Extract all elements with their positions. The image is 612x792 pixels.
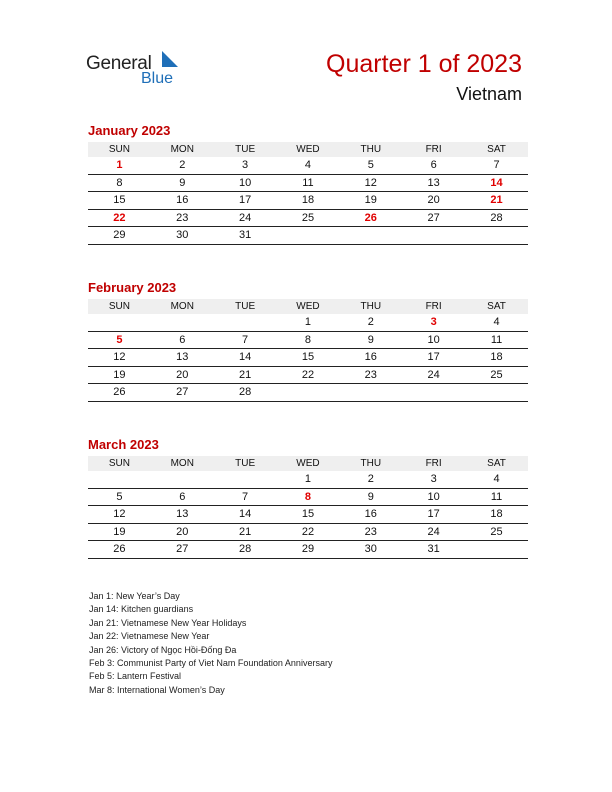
day-cell: 27 [402,209,465,227]
logo-text-blue: Blue [141,70,174,87]
day-cell: 19 [339,192,402,210]
month-block-january [88,122,528,245]
day-cell: 11 [465,331,528,349]
day-cell: 18 [465,506,528,524]
logo-text-general: General [86,53,152,74]
day-cell: 26 [88,541,151,559]
day-cell: 16 [151,192,214,210]
day-cell: 9 [339,488,402,506]
month-title: January 2023 [88,123,171,138]
day-cell: 22 [277,366,340,384]
day-cell: 28 [214,384,277,402]
empty-day-cell [465,227,528,245]
calendar-grid [88,299,528,402]
day-cell: 2 [339,314,402,331]
empty-day-cell [277,227,340,245]
empty-day-cell [402,227,465,245]
weekday-header: FRI [402,299,465,314]
day-cell: 3 [214,157,277,174]
day-cell: 14 [214,506,277,524]
week-row [88,541,528,559]
week-row [88,366,528,384]
day-cell: 8 [277,331,340,349]
month-title: February 2023 [88,280,177,295]
weekday-header: WED [277,142,340,157]
month-block-march [88,436,528,559]
day-cell: 2 [151,157,214,174]
calendar-grid [88,456,528,559]
day-cell: 15 [277,349,340,367]
weekday-header: THU [339,142,402,157]
day-cell: 8 [277,488,340,506]
weekday-header: THU [339,299,402,314]
day-cell: 17 [402,506,465,524]
day-cell: 5 [339,157,402,174]
day-cell: 18 [465,349,528,367]
day-cell: 9 [151,174,214,192]
weekday-header: TUE [214,299,277,314]
weekday-header-row [88,456,528,471]
day-cell: 6 [402,157,465,174]
weekday-header: SAT [465,456,528,471]
holiday-item: Jan 22: Vietnamese New Year [89,631,210,642]
weekday-header: TUE [214,142,277,157]
weekday-header: THU [339,456,402,471]
empty-day-cell [402,384,465,402]
empty-day-cell [151,471,214,488]
day-cell: 4 [465,471,528,488]
day-cell: 29 [277,541,340,559]
day-cell: 11 [277,174,340,192]
day-cell: 17 [214,192,277,210]
day-cell: 9 [339,331,402,349]
day-cell: 20 [402,192,465,210]
week-row [88,349,528,367]
weekday-header: MON [151,142,214,157]
empty-day-cell [339,227,402,245]
weekday-header: MON [151,299,214,314]
day-cell: 4 [277,157,340,174]
day-cell: 20 [151,523,214,541]
holiday-item: Feb 5: Lantern Festival [89,671,182,682]
weekday-header: FRI [402,456,465,471]
day-cell: 31 [214,227,277,245]
day-cell: 25 [465,523,528,541]
day-cell: 10 [402,488,465,506]
day-cell: 19 [88,523,151,541]
day-cell: 21 [214,366,277,384]
day-cell: 15 [88,192,151,210]
day-cell: 30 [151,227,214,245]
day-cell: 4 [465,314,528,331]
week-row [88,506,528,524]
day-cell: 12 [88,506,151,524]
day-cell: 15 [277,506,340,524]
day-cell: 16 [339,506,402,524]
logo-triangle-icon [162,51,178,69]
weekday-header: WED [277,299,340,314]
day-cell: 7 [214,331,277,349]
day-cell: 7 [214,488,277,506]
month-title: March 2023 [88,437,159,452]
day-cell: 22 [277,523,340,541]
day-cell: 27 [151,384,214,402]
holiday-item: Jan 1: New Year’s Day [89,591,180,601]
week-row [88,157,528,174]
day-cell: 14 [465,174,528,192]
day-cell: 21 [465,192,528,210]
day-cell: 18 [277,192,340,210]
empty-day-cell [465,541,528,559]
empty-day-cell [465,384,528,402]
page-title: Quarter 1 of 2023 [326,50,522,78]
day-cell: 12 [339,174,402,192]
day-cell: 28 [465,209,528,227]
day-cell: 17 [402,349,465,367]
day-cell: 30 [339,541,402,559]
day-cell: 22 [88,209,151,227]
empty-day-cell [277,384,340,402]
weekday-header-row [88,142,528,157]
day-cell: 3 [402,471,465,488]
day-cell: 23 [339,523,402,541]
weekday-header: SUN [88,456,151,471]
day-cell: 28 [214,541,277,559]
weekday-header: FRI [402,142,465,157]
weekday-header: MON [151,456,214,471]
holiday-list [89,590,529,697]
day-cell: 7 [465,157,528,174]
day-cell: 5 [88,488,151,506]
month-block-february [88,279,528,402]
weekday-header: SAT [465,142,528,157]
day-cell: 25 [465,366,528,384]
week-row [88,209,528,227]
day-cell: 13 [402,174,465,192]
day-cell: 26 [88,384,151,402]
day-cell: 24 [214,209,277,227]
day-cell: 29 [88,227,151,245]
week-row [88,488,528,506]
day-cell: 24 [402,523,465,541]
week-row [88,192,528,210]
calendar-grid [88,142,528,245]
week-row [88,523,528,541]
weekday-header: WED [277,456,340,471]
day-cell: 23 [339,366,402,384]
holiday-item: Feb 3: Communist Party of Viet Nam Foundation Anniversary [89,658,333,669]
day-cell: 21 [214,523,277,541]
weekday-header-row [88,299,528,314]
day-cell: 8 [88,174,151,192]
day-cell: 1 [277,471,340,488]
holiday-item: Jan 21: Vietnamese New Year Holidays [89,617,247,628]
empty-day-cell [88,471,151,488]
weekday-header: SUN [88,299,151,314]
day-cell: 20 [151,366,214,384]
week-row [88,174,528,192]
day-cell: 24 [402,366,465,384]
logo [86,49,196,89]
week-row [88,384,528,402]
day-cell: 27 [151,541,214,559]
weekday-header: SAT [465,299,528,314]
day-cell: 10 [402,331,465,349]
day-cell: 5 [88,331,151,349]
day-cell: 14 [214,349,277,367]
day-cell: 13 [151,349,214,367]
holiday-item: Jan 26: Victory of Ngọc Hồi-Đống Đa [89,644,237,655]
day-cell: 25 [277,209,340,227]
empty-day-cell [339,384,402,402]
day-cell: 16 [339,349,402,367]
empty-day-cell [151,314,214,331]
weekday-header: TUE [214,456,277,471]
week-row [88,314,528,331]
day-cell: 13 [151,506,214,524]
week-row [88,331,528,349]
holiday-item: Jan 14: Kitchen guardians [89,604,194,615]
weekday-header: SUN [88,142,151,157]
day-cell: 19 [88,366,151,384]
day-cell: 6 [151,331,214,349]
week-row [88,471,528,488]
day-cell: 26 [339,209,402,227]
day-cell: 10 [214,174,277,192]
day-cell: 6 [151,488,214,506]
empty-day-cell [214,314,277,331]
empty-day-cell [88,314,151,331]
day-cell: 2 [339,471,402,488]
day-cell: 1 [88,157,151,174]
empty-day-cell [214,471,277,488]
day-cell: 1 [277,314,340,331]
holiday-item: Mar 8: International Women’s Day [89,684,225,695]
day-cell: 11 [465,488,528,506]
week-row [88,227,528,245]
day-cell: 23 [151,209,214,227]
country-label: Vietnam [456,84,522,104]
day-cell: 12 [88,349,151,367]
day-cell: 31 [402,541,465,559]
day-cell: 3 [402,314,465,331]
